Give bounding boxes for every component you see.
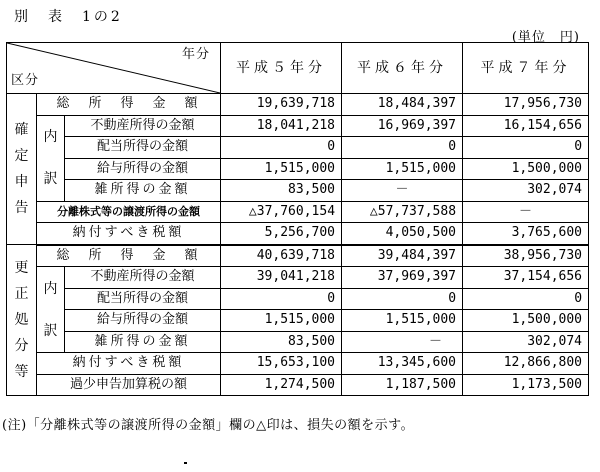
value-cell: 16,154,656 [463, 115, 589, 137]
value-cell: 40,639,718 [221, 245, 342, 267]
value-cell: 1,500,000 [463, 310, 589, 332]
value-cell: 37,154,656 [463, 267, 589, 289]
header-year-3: 平成７年分 [463, 43, 589, 94]
value-cell: 0 [221, 288, 342, 310]
value-cell: 302,074 [463, 331, 589, 353]
value-cell: 4,050,500 [342, 223, 463, 245]
row-label: 雑所得の金額 [65, 331, 221, 353]
value-cell: 1,515,000 [342, 310, 463, 332]
row-label: 納付すべき税額 [37, 353, 221, 375]
value-cell: 38,956,730 [463, 245, 589, 267]
value-cell: 1,515,000 [221, 158, 342, 180]
value-cell: 0 [221, 137, 342, 159]
row-label: 分離株式等の譲渡所得の金額 [37, 201, 221, 223]
income-table [6, 42, 589, 396]
value-cell: 0 [342, 137, 463, 159]
value-cell: － [342, 331, 463, 353]
row-label: 総 所 得 金 額 [37, 245, 221, 267]
value-cell: 83,500 [221, 180, 342, 202]
value-cell: 16,969,397 [342, 115, 463, 137]
value-cell: △57,737,588 [342, 201, 463, 223]
group-label-kakutei: 確 定 申 告 [7, 94, 37, 245]
header-corner [7, 43, 221, 94]
value-cell: 1,274,500 [221, 374, 342, 396]
value-cell: 302,074 [463, 180, 589, 202]
unit-label: (単位 円) [511, 30, 580, 45]
value-cell: － [463, 201, 589, 223]
value-cell: 37,969,397 [342, 267, 463, 289]
header-kubun: 区分 [11, 73, 40, 88]
row-label: 総 所 得 金 額 [37, 94, 221, 116]
value-cell: 19,639,718 [221, 94, 342, 116]
row-label: 納付すべき税額 [37, 223, 221, 245]
row-label: 不動産所得の金額 [65, 115, 221, 137]
row-label: 不動産所得の金額 [65, 267, 221, 289]
value-cell: 39,041,218 [221, 267, 342, 289]
value-cell: △37,760,154 [221, 201, 342, 223]
row-label: 過少申告加算税の額 [37, 374, 221, 396]
value-cell: 18,484,397 [342, 94, 463, 116]
value-cell: 1,515,000 [221, 310, 342, 332]
header-year-2: 平成６年分 [342, 43, 463, 94]
row-label: 雑所得の金額 [65, 180, 221, 202]
group-label-kousei: 更 正 処 分 等 [7, 245, 37, 396]
value-cell: 17,956,730 [463, 94, 589, 116]
value-cell: 15,653,100 [221, 353, 342, 375]
naiyaku-label: 内 訳 [37, 267, 65, 353]
header-nenbun: 年分 [182, 47, 211, 62]
value-cell: 0 [463, 137, 589, 159]
value-cell: 5,256,700 [221, 223, 342, 245]
value-cell: 83,500 [221, 331, 342, 353]
value-cell: 12,866,800 [463, 353, 589, 375]
value-cell: 0 [342, 288, 463, 310]
value-cell: 39,484,397 [342, 245, 463, 267]
row-label: 給与所得の金額 [65, 158, 221, 180]
value-cell: 0 [463, 288, 589, 310]
header-year-1: 平成５年分 [221, 43, 342, 94]
value-cell: 3,765,600 [463, 223, 589, 245]
row-label: 配当所得の金額 [65, 137, 221, 159]
value-cell: 18,041,218 [221, 115, 342, 137]
value-cell: 1,173,500 [463, 374, 589, 396]
footnote: (注)「分離株式等の譲渡所得の金額」欄の△印は、損失の額を示す。 [2, 418, 415, 433]
value-cell: 13,345,600 [342, 353, 463, 375]
value-cell: 1,187,500 [342, 374, 463, 396]
document-title: 別 表 1の2 [14, 9, 123, 25]
stray-mark [184, 462, 187, 464]
row-label: 配当所得の金額 [65, 288, 221, 310]
value-cell: 1,500,000 [463, 158, 589, 180]
naiyaku-label: 内 訳 [37, 115, 65, 201]
value-cell: 1,515,000 [342, 158, 463, 180]
value-cell: － [342, 180, 463, 202]
row-label: 給与所得の金額 [65, 310, 221, 332]
